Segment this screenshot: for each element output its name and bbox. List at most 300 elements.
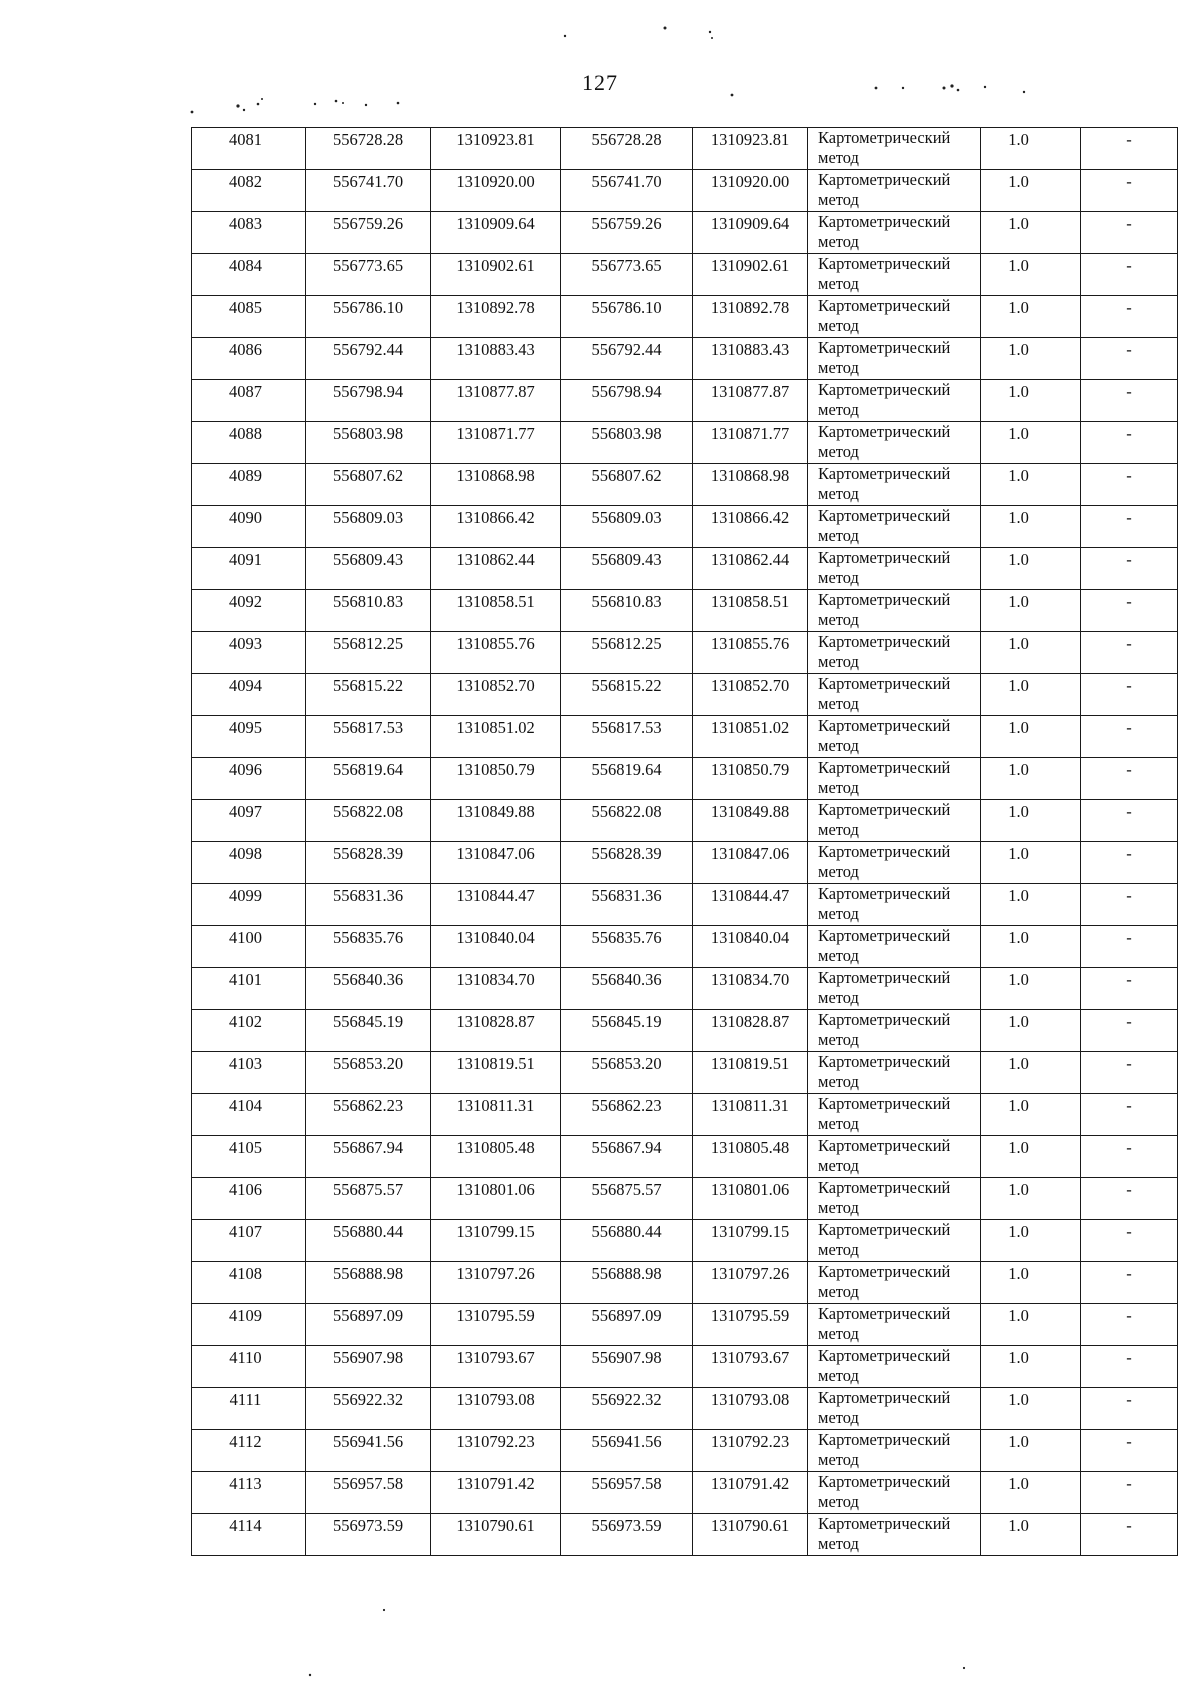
y-coordinate-repeat-cell-text: 1310790.61: [710, 1516, 790, 1535]
method-line-1: Картометрический: [818, 170, 951, 189]
x-coordinate-repeat-cell-text: 556957.58: [591, 1474, 662, 1493]
method-line-1: Картометрический: [818, 296, 951, 315]
x-coordinate-cell-text: 556831.36: [332, 886, 404, 905]
y-coordinate-cell: [431, 1388, 561, 1430]
x-coordinate-repeat-cell-text: 556810.83: [591, 592, 662, 611]
note-cell-text: -: [1126, 508, 1132, 527]
note-cell: [1081, 1262, 1178, 1304]
x-coordinate-cell-text: 556922.32: [332, 1390, 404, 1409]
table-row: [192, 422, 1178, 464]
accuracy-cell-text: 1.0: [1008, 1474, 1029, 1493]
note-cell-text: -: [1126, 1054, 1132, 1073]
x-coordinate-cell-text: 556862.23: [332, 1096, 404, 1115]
x-coordinate-repeat-cell-text: 556792.44: [591, 340, 662, 359]
table-row: [192, 968, 1178, 1010]
note-cell-text: -: [1126, 1138, 1132, 1157]
method-line-1: Картометрический: [818, 254, 951, 273]
point-number-cell: [192, 170, 306, 212]
accuracy-cell: [981, 380, 1081, 422]
method-line-2: метод: [818, 400, 859, 419]
y-coordinate-repeat-cell-text: 1310892.78: [710, 298, 790, 317]
y-coordinate-cell-text: 1310849.88: [456, 802, 535, 821]
y-coordinate-repeat-cell-text: 1310871.77: [710, 424, 790, 443]
y-coordinate-repeat-cell-text: 1310883.43: [710, 340, 790, 359]
y-coordinate-repeat-cell-text: 1310851.02: [710, 718, 790, 737]
y-coordinate-cell-text: 1310850.79: [456, 760, 535, 779]
point-number-cell: [192, 674, 306, 716]
x-coordinate-cell: [306, 296, 431, 338]
note-cell: [1081, 338, 1178, 380]
point-number-cell-text: 4099: [229, 886, 262, 905]
method-line-2: метод: [818, 1324, 859, 1343]
y-coordinate-repeat-cell-text: 1310852.70: [710, 676, 790, 695]
accuracy-cell-text: 1.0: [1008, 466, 1029, 485]
y-coordinate-repeat-cell: [693, 464, 808, 506]
x-coordinate-repeat-cell-text: 556773.65: [591, 256, 662, 275]
x-coordinate-cell-text: 556888.98: [332, 1264, 404, 1283]
x-coordinate-cell: [306, 1136, 431, 1178]
accuracy-cell: [981, 632, 1081, 674]
x-coordinate-repeat-cell: [561, 590, 693, 632]
point-number-cell: [192, 758, 306, 800]
method-cell: [808, 758, 981, 800]
point-number-cell: [192, 128, 306, 170]
x-coordinate-cell: [306, 1430, 431, 1472]
x-coordinate-cell: [306, 212, 431, 254]
accuracy-cell: [981, 1136, 1081, 1178]
point-number-cell: [192, 338, 306, 380]
y-coordinate-repeat-cell-text: 1310801.06: [710, 1180, 790, 1199]
accuracy-cell: [981, 254, 1081, 296]
table-row: [192, 1472, 1178, 1514]
y-coordinate-repeat-cell: [693, 1472, 808, 1514]
method-line-2: метод: [818, 1198, 859, 1217]
x-coordinate-repeat-cell: [561, 884, 693, 926]
accuracy-cell: [981, 1010, 1081, 1052]
method-line-1: Картометрический: [818, 1430, 951, 1449]
note-cell-text: -: [1126, 1432, 1132, 1451]
method-line-2: метод: [818, 1240, 859, 1259]
accuracy-cell: [981, 1388, 1081, 1430]
accuracy-cell-text: 1.0: [1008, 928, 1029, 947]
y-coordinate-cell: [431, 338, 561, 380]
x-coordinate-cell-text: 556853.20: [332, 1054, 404, 1073]
accuracy-cell: [981, 926, 1081, 968]
note-cell: [1081, 380, 1178, 422]
point-number-cell-text: 4109: [229, 1306, 262, 1325]
y-coordinate-repeat-cell: [693, 1262, 808, 1304]
point-number-cell-text: 4083: [229, 214, 262, 233]
method-cell: [808, 1178, 981, 1220]
table-row: [192, 1052, 1178, 1094]
accuracy-cell: [981, 212, 1081, 254]
y-coordinate-cell: [431, 506, 561, 548]
accuracy-cell: [981, 968, 1081, 1010]
y-coordinate-repeat-cell: [693, 1094, 808, 1136]
x-coordinate-cell: [306, 380, 431, 422]
note-cell-text: -: [1126, 1012, 1132, 1031]
point-number-cell-text: 4096: [229, 760, 262, 779]
x-coordinate-cell-text: 556828.39: [332, 844, 404, 863]
x-coordinate-repeat-cell-text: 556728.28: [591, 130, 662, 149]
method-line-1: Картометрический: [818, 716, 951, 735]
x-coordinate-cell-text: 556819.64: [332, 760, 404, 779]
method-cell: [808, 464, 981, 506]
method-line-2: метод: [818, 820, 859, 839]
point-number-cell: [192, 842, 306, 884]
accuracy-cell-text: 1.0: [1008, 1180, 1029, 1199]
method-line-2: метод: [818, 1492, 859, 1511]
note-cell: [1081, 842, 1178, 884]
method-cell: [808, 296, 981, 338]
x-coordinate-repeat-cell-text: 556867.94: [591, 1138, 662, 1157]
x-coordinate-repeat-cell: [561, 548, 693, 590]
note-cell: [1081, 632, 1178, 674]
y-coordinate-repeat-cell: [693, 632, 808, 674]
table-row: [192, 296, 1178, 338]
note-cell-text: -: [1126, 214, 1132, 233]
x-coordinate-cell: [306, 674, 431, 716]
y-coordinate-repeat-cell-text: 1310902.61: [710, 256, 790, 275]
y-coordinate-cell-text: 1310866.42: [456, 508, 535, 527]
x-coordinate-repeat-cell: [561, 506, 693, 548]
note-cell-text: -: [1126, 256, 1132, 275]
note-cell-text: -: [1126, 382, 1132, 401]
note-cell: [1081, 212, 1178, 254]
x-coordinate-repeat-cell-text: 556973.59: [591, 1516, 662, 1535]
table-row: [192, 800, 1178, 842]
accuracy-cell: [981, 884, 1081, 926]
x-coordinate-repeat-cell-text: 556817.53: [591, 718, 662, 737]
y-coordinate-repeat-cell-text: 1310877.87: [710, 382, 790, 401]
point-number-cell-text: 4112: [229, 1432, 262, 1451]
y-coordinate-repeat-cell: [693, 1304, 808, 1346]
y-coordinate-repeat-cell: [693, 884, 808, 926]
page-number: 127: [582, 70, 618, 95]
accuracy-cell-text: 1.0: [1008, 1348, 1029, 1367]
x-coordinate-cell-text: 556741.70: [332, 172, 404, 191]
table-row: [192, 338, 1178, 380]
y-coordinate-cell: [431, 128, 561, 170]
y-coordinate-cell-text: 1310805.48: [456, 1138, 535, 1157]
x-coordinate-repeat-cell-text: 556845.19: [591, 1012, 662, 1031]
method-line-1: Картометрический: [818, 1052, 951, 1071]
method-cell: [808, 884, 981, 926]
y-coordinate-cell: [431, 716, 561, 758]
x-coordinate-cell-text: 556880.44: [332, 1222, 404, 1241]
x-coordinate-cell: [306, 1304, 431, 1346]
point-number-cell-text: 4100: [229, 928, 262, 947]
accuracy-cell-text: 1.0: [1008, 592, 1029, 611]
y-coordinate-repeat-cell-text: 1310866.42: [710, 508, 790, 527]
x-coordinate-repeat-cell-text: 556888.98: [591, 1264, 662, 1283]
method-line-1: Картометрический: [818, 1262, 951, 1281]
method-line-2: метод: [818, 1072, 859, 1091]
point-number-cell-text: 4108: [229, 1264, 262, 1283]
y-coordinate-repeat-cell: [693, 380, 808, 422]
x-coordinate-cell: [306, 506, 431, 548]
note-cell: [1081, 128, 1178, 170]
x-coordinate-repeat-cell: [561, 968, 693, 1010]
method-line-1: Картометрический: [818, 1514, 951, 1533]
point-number-cell: [192, 548, 306, 590]
x-coordinate-repeat-cell-text: 556803.98: [591, 424, 662, 443]
accuracy-cell: [981, 1220, 1081, 1262]
accuracy-cell: [981, 548, 1081, 590]
point-number-cell-text: 4111: [229, 1390, 262, 1409]
x-coordinate-cell-text: 556786.10: [332, 298, 404, 317]
x-coordinate-cell-text: 556798.94: [332, 382, 404, 401]
y-coordinate-cell-text: 1310877.87: [456, 382, 535, 401]
accuracy-cell-text: 1.0: [1008, 298, 1029, 317]
note-cell-text: -: [1126, 550, 1132, 569]
method-cell: [808, 632, 981, 674]
method-line-1: Картометрический: [818, 800, 951, 819]
method-line-1: Картометрический: [818, 338, 951, 357]
accuracy-cell-text: 1.0: [1008, 970, 1029, 989]
note-cell-text: -: [1126, 592, 1132, 611]
accuracy-cell-text: 1.0: [1008, 1222, 1029, 1241]
method-line-1: Картометрический: [818, 212, 951, 231]
x-coordinate-cell: [306, 1262, 431, 1304]
note-cell-text: -: [1126, 1516, 1132, 1535]
method-line-2: метод: [818, 1156, 859, 1175]
y-coordinate-cell-text: 1310852.70: [456, 676, 535, 695]
x-coordinate-repeat-cell-text: 556880.44: [591, 1222, 662, 1241]
point-number-cell: [192, 800, 306, 842]
y-coordinate-cell: [431, 842, 561, 884]
note-cell: [1081, 716, 1178, 758]
method-cell: [808, 716, 981, 758]
x-coordinate-repeat-cell: [561, 1094, 693, 1136]
point-number-cell-text: 4101: [229, 970, 262, 989]
note-cell-text: -: [1126, 1222, 1132, 1241]
x-coordinate-cell: [306, 1388, 431, 1430]
x-coordinate-cell-text: 556845.19: [332, 1012, 404, 1031]
note-cell: [1081, 548, 1178, 590]
accuracy-cell: [981, 506, 1081, 548]
y-coordinate-repeat-cell: [693, 128, 808, 170]
x-coordinate-cell-text: 556810.83: [332, 592, 404, 611]
table-row: [192, 716, 1178, 758]
point-number-cell: [192, 296, 306, 338]
method-line-1: Картометрический: [818, 1220, 951, 1239]
method-cell: [808, 590, 981, 632]
y-coordinate-repeat-cell: [693, 674, 808, 716]
x-coordinate-repeat-cell: [561, 1052, 693, 1094]
x-coordinate-cell: [306, 1010, 431, 1052]
x-coordinate-repeat-cell: [561, 380, 693, 422]
point-number-cell: [192, 254, 306, 296]
x-coordinate-cell-text: 556835.76: [332, 928, 404, 947]
method-line-1: Картометрический: [818, 632, 951, 651]
note-cell: [1081, 884, 1178, 926]
method-line-1: Картометрический: [818, 128, 951, 147]
point-number-cell: [192, 1052, 306, 1094]
method-cell: [808, 1136, 981, 1178]
note-cell: [1081, 674, 1178, 716]
method-line-1: Картометрический: [818, 1346, 951, 1365]
point-number-cell-text: 4113: [229, 1474, 262, 1493]
point-number-cell-text: 4089: [229, 466, 262, 485]
method-cell: [808, 1346, 981, 1388]
table-row: [192, 758, 1178, 800]
note-cell-text: -: [1126, 718, 1132, 737]
accuracy-cell: [981, 338, 1081, 380]
note-cell: [1081, 1304, 1178, 1346]
x-coordinate-cell-text: 556807.62: [332, 466, 404, 485]
note-cell-text: -: [1126, 1096, 1132, 1115]
y-coordinate-repeat-cell: [693, 842, 808, 884]
y-coordinate-repeat-cell: [693, 212, 808, 254]
note-cell: [1081, 1346, 1178, 1388]
point-number-cell: [192, 506, 306, 548]
y-coordinate-cell-text: 1310819.51: [456, 1054, 535, 1073]
method-line-2: метод: [818, 1450, 859, 1469]
x-coordinate-repeat-cell-text: 556819.64: [591, 760, 662, 779]
note-cell-text: -: [1126, 1180, 1132, 1199]
x-coordinate-repeat-cell: [561, 1430, 693, 1472]
x-coordinate-repeat-cell: [561, 1262, 693, 1304]
table-row: [192, 212, 1178, 254]
y-coordinate-cell-text: 1310801.06: [456, 1180, 535, 1199]
method-line-2: метод: [818, 1534, 859, 1553]
method-cell: [808, 254, 981, 296]
y-coordinate-repeat-cell: [693, 506, 808, 548]
y-coordinate-repeat-cell: [693, 968, 808, 1010]
point-number-cell-text: 4094: [229, 676, 262, 695]
note-cell-text: -: [1126, 1474, 1132, 1493]
x-coordinate-repeat-cell-text: 556835.76: [591, 928, 662, 947]
point-number-cell: [192, 380, 306, 422]
y-coordinate-cell: [431, 1514, 561, 1556]
x-coordinate-cell-text: 556812.25: [332, 634, 404, 653]
x-coordinate-cell-text: 556809.43: [332, 550, 404, 569]
accuracy-cell: [981, 422, 1081, 464]
accuracy-cell-text: 1.0: [1008, 1432, 1029, 1451]
point-number-cell: [192, 1430, 306, 1472]
method-line-2: метод: [818, 1366, 859, 1385]
method-cell: [808, 1220, 981, 1262]
x-coordinate-repeat-cell-text: 556840.36: [591, 970, 662, 989]
method-line-2: метод: [818, 190, 859, 209]
method-cell: [808, 1388, 981, 1430]
x-coordinate-repeat-cell: [561, 254, 693, 296]
y-coordinate-cell-text: 1310862.44: [456, 550, 535, 569]
note-cell: [1081, 1178, 1178, 1220]
x-coordinate-repeat-cell-text: 556822.08: [591, 802, 662, 821]
y-coordinate-repeat-cell: [693, 422, 808, 464]
x-coordinate-repeat-cell: [561, 1388, 693, 1430]
y-coordinate-cell: [431, 464, 561, 506]
method-cell: [808, 170, 981, 212]
method-cell: [808, 506, 981, 548]
y-coordinate-cell-text: 1310892.78: [456, 298, 535, 317]
table-row: [192, 1220, 1178, 1262]
table-row: [192, 1346, 1178, 1388]
note-cell-text: -: [1126, 970, 1132, 989]
note-cell-text: -: [1126, 676, 1132, 695]
x-coordinate-cell-text: 556840.36: [332, 970, 404, 989]
point-number-cell-text: 4093: [229, 634, 262, 653]
x-coordinate-cell: [306, 1514, 431, 1556]
method-line-2: метод: [818, 778, 859, 797]
y-coordinate-repeat-cell: [693, 1430, 808, 1472]
method-line-2: метод: [818, 988, 859, 1007]
point-number-cell: [192, 1220, 306, 1262]
note-cell: [1081, 926, 1178, 968]
accuracy-cell: [981, 1346, 1081, 1388]
method-cell: [808, 968, 981, 1010]
accuracy-cell-text: 1.0: [1008, 508, 1029, 527]
y-coordinate-repeat-cell-text: 1310923.81: [710, 130, 790, 149]
y-coordinate-cell-text: 1310844.47: [456, 886, 535, 905]
x-coordinate-cell-text: 556817.53: [332, 718, 404, 737]
method-line-1: Картометрический: [818, 590, 951, 609]
x-coordinate-cell: [306, 1346, 431, 1388]
y-coordinate-cell-text: 1310868.98: [456, 466, 535, 485]
y-coordinate-repeat-cell-text: 1310909.64: [710, 214, 790, 233]
y-coordinate-cell: [431, 1472, 561, 1514]
x-coordinate-cell-text: 556803.98: [332, 424, 404, 443]
method-line-2: метод: [818, 862, 859, 881]
table-row: [192, 590, 1178, 632]
x-coordinate-cell-text: 556815.22: [332, 676, 404, 695]
x-coordinate-cell: [306, 464, 431, 506]
note-cell: [1081, 1010, 1178, 1052]
method-line-1: Картометрический: [818, 506, 951, 525]
x-coordinate-cell-text: 556941.56: [332, 1432, 404, 1451]
y-coordinate-cell: [431, 758, 561, 800]
table-row: [192, 632, 1178, 674]
method-cell: [808, 548, 981, 590]
coordinates-table: [191, 127, 1178, 1556]
y-coordinate-cell: [431, 1346, 561, 1388]
method-line-2: метод: [818, 358, 859, 377]
y-coordinate-repeat-cell: [693, 170, 808, 212]
x-coordinate-repeat-cell-text: 556853.20: [591, 1054, 662, 1073]
method-line-1: Картометрический: [818, 1304, 951, 1323]
point-number-cell-text: 4087: [229, 382, 262, 401]
y-coordinate-cell: [431, 1052, 561, 1094]
x-coordinate-cell: [306, 632, 431, 674]
method-line-1: Картометрический: [818, 1472, 951, 1491]
accuracy-cell: [981, 1052, 1081, 1094]
y-coordinate-repeat-cell: [693, 926, 808, 968]
note-cell-text: -: [1126, 634, 1132, 653]
method-line-2: метод: [818, 1114, 859, 1133]
table-row: [192, 884, 1178, 926]
x-coordinate-repeat-cell: [561, 1220, 693, 1262]
note-cell: [1081, 800, 1178, 842]
x-coordinate-repeat-cell: [561, 128, 693, 170]
y-coordinate-repeat-cell: [693, 1010, 808, 1052]
method-line-2: метод: [818, 148, 859, 167]
table-row: [192, 842, 1178, 884]
accuracy-cell-text: 1.0: [1008, 886, 1029, 905]
y-coordinate-cell: [431, 926, 561, 968]
y-coordinate-repeat-cell-text: 1310811.31: [711, 1096, 789, 1115]
accuracy-cell-text: 1.0: [1008, 1096, 1029, 1115]
x-coordinate-cell-text: 556822.08: [332, 802, 404, 821]
x-coordinate-cell: [306, 170, 431, 212]
accuracy-cell: [981, 1094, 1081, 1136]
accuracy-cell-text: 1.0: [1008, 1390, 1029, 1409]
note-cell-text: -: [1126, 886, 1132, 905]
x-coordinate-cell-text: 556907.98: [332, 1348, 404, 1367]
accuracy-cell-text: 1.0: [1008, 844, 1029, 863]
x-coordinate-repeat-cell-text: 556786.10: [591, 298, 662, 317]
